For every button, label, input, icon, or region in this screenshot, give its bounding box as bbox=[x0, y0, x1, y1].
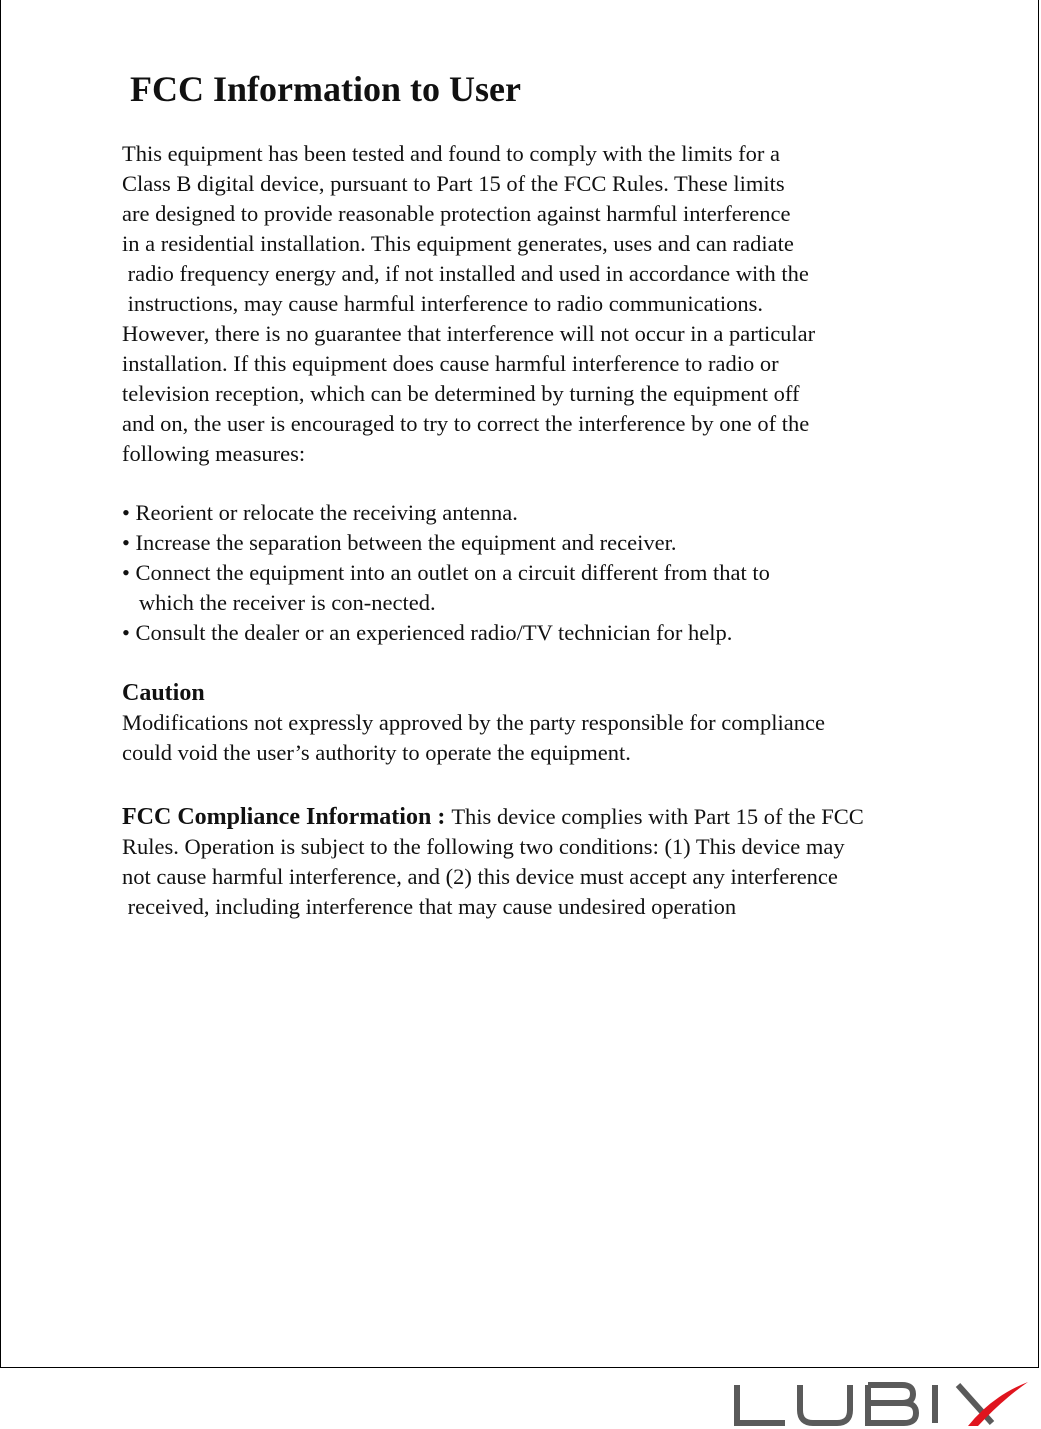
caution-heading: Caution bbox=[122, 680, 205, 706]
measure-item: • Consult the dealer or an experienced radio/TV technician for help. bbox=[122, 620, 733, 645]
intro-line: radio frequency energy and, if not installed and used in accordance with the bbox=[122, 261, 809, 286]
intro-line: in a residential installation. This equipment generates, uses and can radiate bbox=[122, 231, 794, 256]
lubix-logo bbox=[730, 1380, 1030, 1428]
measure-item: • Increase the separation between the equipment and receiver. bbox=[122, 530, 677, 555]
caution-section bbox=[122, 678, 825, 768]
intro-line: This equipment has been tested and found to comply with the limits for a bbox=[122, 141, 780, 166]
intro-line: and on, the user is encouraged to try to correct the interference by one of the bbox=[122, 411, 810, 436]
intro-line: However, there is no guarantee that interference will not occur in a particular bbox=[122, 321, 816, 346]
compliance-line: Rules. Operation is subject to the following two conditions: (1) This device may bbox=[122, 834, 845, 859]
intro-line: are designed to provide reasonable protection against harmful interference bbox=[122, 201, 791, 226]
page-title: FCC Information to User bbox=[130, 69, 521, 109]
intro-line: television reception, which can be determined by turning the equipment off bbox=[122, 381, 800, 406]
measure-item: • Connect the equipment into an outlet on a circuit different from that to bbox=[122, 560, 770, 585]
measure-item: which the receiver is con-nected. bbox=[122, 590, 436, 615]
measures-list bbox=[122, 498, 770, 648]
intro-paragraph bbox=[122, 139, 815, 469]
caution-line: could void the user’s authority to operate the equipment. bbox=[122, 740, 631, 765]
compliance-heading: FCC Compliance Information : bbox=[122, 804, 452, 830]
compliance-line: received, including interference that may cause undesired operation bbox=[122, 894, 737, 919]
intro-line: instructions, may cause harmful interference to radio communications. bbox=[122, 291, 764, 316]
intro-line: installation. If this equipment does cause harmful interference to radio or bbox=[122, 351, 779, 376]
compliance-line: This device complies with Part 15 of the FCC bbox=[451, 804, 864, 829]
intro-line: Class B digital device, pursuant to Part 15 of the FCC Rules. These limits bbox=[122, 171, 785, 196]
compliance-line: not cause harmful interference, and (2) this device must accept any interference bbox=[122, 864, 838, 889]
compliance-section bbox=[122, 802, 864, 922]
measure-item: • Reorient or relocate the receiving antenna. bbox=[122, 500, 518, 525]
caution-line: Modifications not expressly approved by the party responsible for compliance bbox=[122, 710, 825, 735]
intro-line: following measures: bbox=[122, 441, 306, 466]
